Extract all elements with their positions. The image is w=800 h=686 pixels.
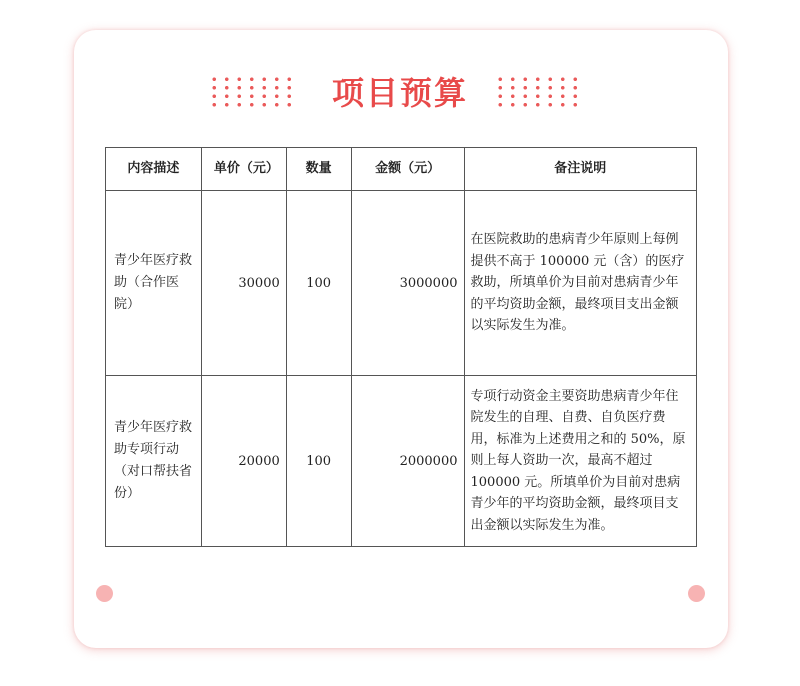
cell-note: 在医院救助的患病青少年原则上每例提供不高于 100000 元（含）的医疗救助，所填单价为目前对患病青少年的平均资助金额，最终项目支出金额以实际发生为准。 bbox=[464, 191, 697, 376]
decorative-dots-right bbox=[494, 75, 584, 111]
table-row bbox=[106, 376, 697, 547]
cell-quantity: 100 bbox=[286, 191, 351, 376]
table-row bbox=[106, 191, 697, 376]
cell-note: 专项行动资金主要资助患病青少年住院发生的自理、自费、自负医疗费用，标准为上述费用之和的 50%，原则上每人资助一次，最高不超过 100000 元。所填单价为目前对患病青少年的平均资助金额，最终项目支出金额以实际发生为准。 bbox=[464, 376, 697, 547]
budget-table bbox=[105, 147, 697, 547]
header-note: 备注说明 bbox=[464, 148, 697, 191]
header-amount: 金额（元） bbox=[351, 148, 464, 191]
header-unit-price: 单价（元） bbox=[201, 148, 286, 191]
cell-description: 青少年医疗救助（合作医院） bbox=[106, 191, 202, 376]
table-header-row bbox=[106, 148, 697, 191]
header-quantity: 数量 bbox=[286, 148, 351, 191]
decorative-dot-right bbox=[688, 585, 705, 602]
cell-unit-price: 30000 bbox=[201, 191, 286, 376]
decorative-dot-left bbox=[96, 585, 113, 602]
cell-quantity: 100 bbox=[286, 376, 351, 547]
header-description: 内容描述 bbox=[106, 148, 202, 191]
page-title: 项目预算 bbox=[331, 74, 468, 112]
cell-unit-price: 20000 bbox=[201, 376, 286, 547]
cell-amount: 3000000 bbox=[351, 191, 464, 376]
cell-amount: 2000000 bbox=[351, 376, 464, 547]
cell-description: 青少年医疗救助专项行动（对口帮扶省份） bbox=[106, 376, 202, 547]
